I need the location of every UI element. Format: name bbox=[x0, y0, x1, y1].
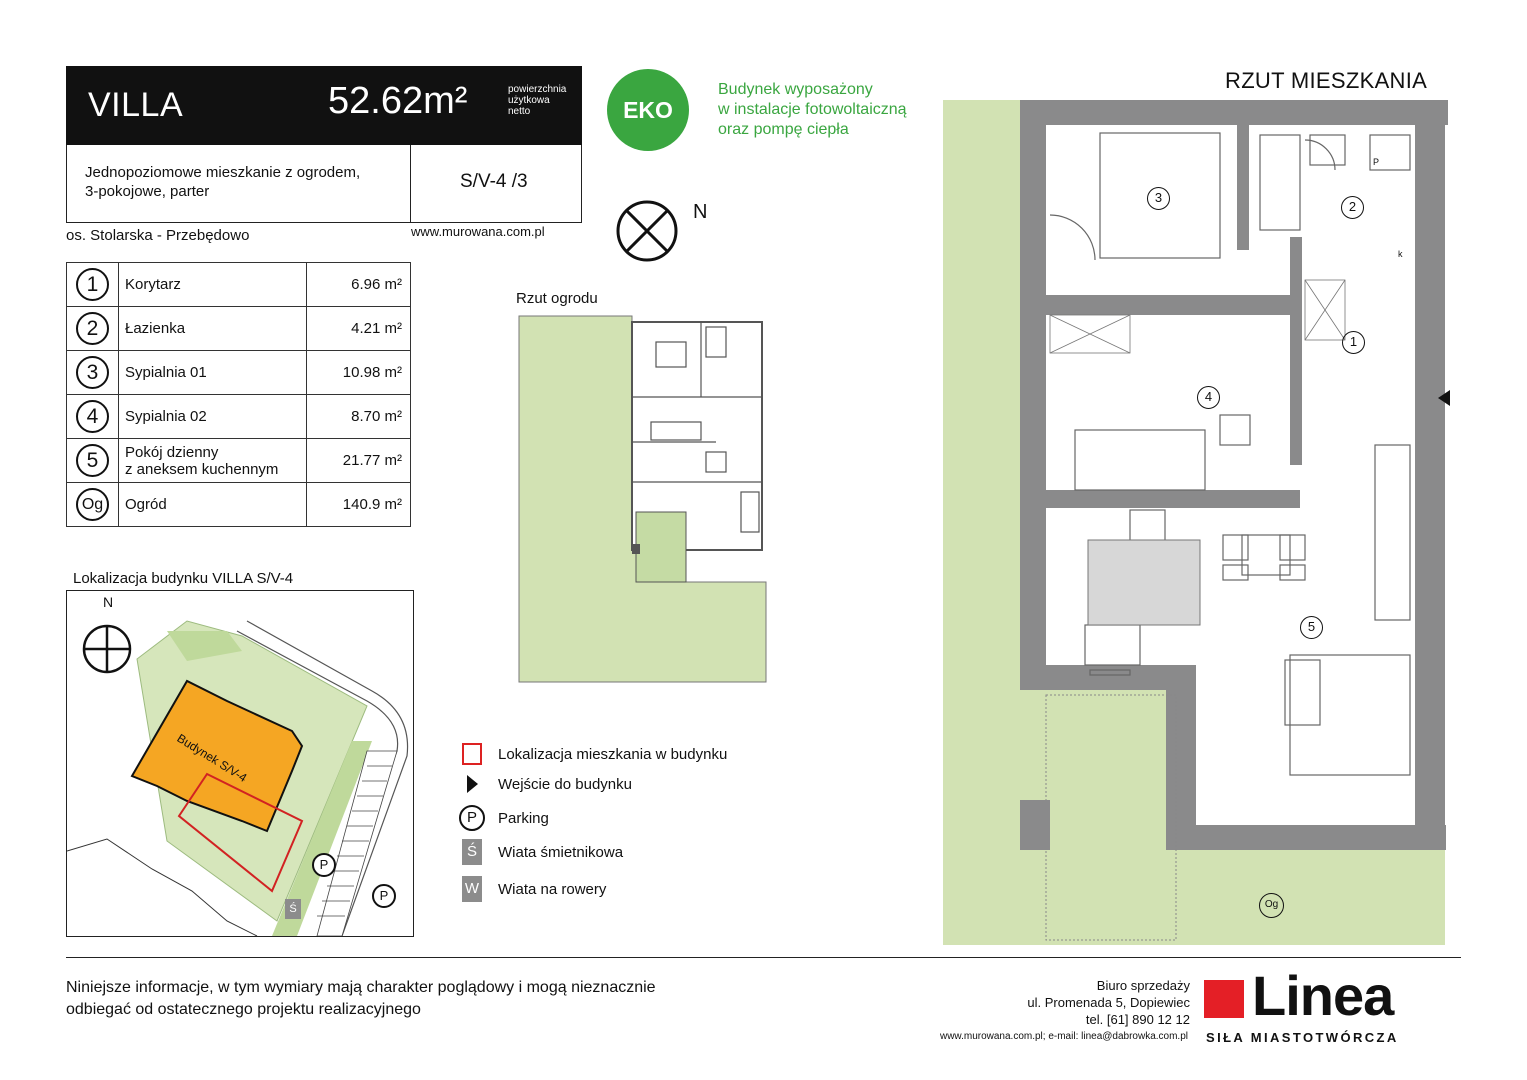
building-label: Budynek S/V-4 bbox=[174, 731, 250, 785]
room-name: Sypialnia 01 bbox=[119, 351, 307, 395]
website-link[interactable]: www.murowana.com.pl bbox=[411, 224, 545, 239]
fixture-label: P bbox=[1373, 157, 1380, 167]
legend-item bbox=[458, 876, 606, 902]
divider bbox=[410, 145, 411, 222]
apartment-area: 52.62m² bbox=[328, 80, 468, 122]
plan-room-label: 3 bbox=[1147, 187, 1170, 210]
apartment-description bbox=[85, 163, 415, 201]
waste-shelter-icon: Ś bbox=[462, 839, 482, 865]
plan-room-label: Og bbox=[1259, 893, 1284, 918]
room-area: 6.96 m² bbox=[307, 263, 411, 307]
legend-item bbox=[458, 741, 727, 767]
table-row bbox=[67, 483, 411, 527]
area-caption-line: netto bbox=[508, 106, 531, 117]
plan-room-label: 1 bbox=[1342, 331, 1365, 354]
eko-line: Budynek wyposażony bbox=[718, 81, 873, 98]
description-line: 3-pokojowe, parter bbox=[85, 183, 210, 200]
table-row bbox=[67, 395, 411, 439]
legend-item bbox=[458, 771, 632, 797]
room-table bbox=[66, 262, 411, 527]
table-row bbox=[67, 439, 411, 483]
plan-room-label: 4 bbox=[1197, 386, 1220, 409]
plan-room-label: 2 bbox=[1341, 196, 1364, 219]
plan-title: RZUT MIESZKANIA bbox=[1225, 68, 1428, 93]
area-caption bbox=[508, 84, 566, 117]
eko-line: w instalacje fotowoltaiczną bbox=[718, 101, 907, 118]
room-number: 1 bbox=[76, 268, 109, 301]
room-name: Ogród bbox=[119, 483, 307, 527]
legend-label: Wiata na rowery bbox=[498, 880, 607, 898]
location-title: Lokalizacja budynku VILLA S/V-4 bbox=[73, 570, 294, 587]
estate-name: os. Stolarska - Przebędowo bbox=[66, 227, 250, 244]
table-row bbox=[67, 351, 411, 395]
table-row bbox=[67, 307, 411, 351]
area-caption-line: użytkowa bbox=[508, 95, 550, 106]
room-name: Korytarz bbox=[119, 263, 307, 307]
room-number: 2 bbox=[76, 312, 109, 345]
office-line: ul. Promenada 5, Dopiewiec bbox=[1027, 995, 1190, 1010]
header-banner bbox=[66, 66, 582, 145]
area-caption-line: powierzchnia bbox=[508, 84, 567, 95]
garden-plan-title: Rzut ogrodu bbox=[516, 290, 598, 307]
room-number: 3 bbox=[76, 356, 109, 389]
eko-line: oraz pompę ciepła bbox=[718, 121, 849, 138]
parking-icon: P bbox=[459, 805, 485, 831]
room-name-line: Pokój dzienny bbox=[125, 443, 219, 461]
apartment-info-box bbox=[66, 145, 582, 223]
office-line: Biuro sprzedaży bbox=[1096, 978, 1190, 993]
logo-mark-icon bbox=[1204, 980, 1244, 1018]
legend-label: Parking bbox=[498, 809, 549, 827]
apartment-floor-plan bbox=[940, 95, 1455, 947]
room-area: 21.77 m² bbox=[307, 439, 411, 483]
description-line: Jednopoziomowe mieszkanie z ogrodem, bbox=[85, 164, 361, 181]
office-line: tel. [61] 890 12 12 bbox=[1085, 1012, 1190, 1027]
legend-label: Wejście do budynku bbox=[498, 775, 632, 793]
compass-icon bbox=[614, 196, 694, 266]
north-compass-icon bbox=[81, 617, 133, 675]
eko-description bbox=[718, 80, 907, 140]
room-area: 8.70 m² bbox=[307, 395, 411, 439]
logo-wordmark: Linea bbox=[1252, 964, 1394, 1027]
room-name: Łazienka bbox=[119, 307, 307, 351]
location-map bbox=[66, 590, 414, 937]
compass-north-label: N bbox=[693, 201, 708, 223]
legend-item bbox=[458, 839, 623, 865]
disclaimer-line: odbiegać od ostatecznego projektu realizacyjnego bbox=[66, 1001, 421, 1018]
parking-icon: P bbox=[372, 884, 396, 908]
logo-tagline: SIŁA MIASTOTWÓRCZA bbox=[1206, 1030, 1399, 1045]
room-name bbox=[119, 439, 307, 483]
eko-badge: EKO bbox=[607, 69, 689, 151]
room-area: 10.98 m² bbox=[307, 351, 411, 395]
room-area: 4.21 m² bbox=[307, 307, 411, 351]
parking-icon: P bbox=[312, 853, 336, 877]
room-number: Og bbox=[76, 488, 109, 521]
bike-shelter-icon: W bbox=[462, 876, 482, 902]
contact-line[interactable]: www.murowana.com.pl; e-mail: linea@dabrowka.com.pl bbox=[939, 1031, 1188, 1042]
room-number: 5 bbox=[76, 444, 109, 477]
apartment-code: S/V-4 /3 bbox=[460, 171, 528, 192]
room-name: Sypialnia 02 bbox=[119, 395, 307, 439]
disclaimer-line: Niniejsze informacje, w tym wymiary mają charakter poglądowy i mogą nieznacznie bbox=[66, 979, 656, 996]
room-area: 140.9 m² bbox=[307, 483, 411, 527]
entrance-arrow-icon bbox=[467, 775, 478, 793]
legend-item bbox=[458, 805, 549, 831]
map-north-label: N bbox=[103, 594, 114, 610]
waste-shelter-icon: Ś bbox=[285, 899, 301, 919]
plan-room-label: 5 bbox=[1300, 616, 1323, 639]
legend-label: Lokalizacja mieszkania w budynku bbox=[498, 745, 728, 763]
garden-plan-drawing bbox=[516, 312, 772, 686]
footer-divider bbox=[66, 957, 1461, 958]
legend-label: Wiata śmietnikowa bbox=[498, 843, 624, 861]
room-name-line: z aneksem kuchennym bbox=[125, 460, 279, 478]
fixture-label: k bbox=[1398, 249, 1403, 259]
apartment-type-title: VILLA bbox=[88, 86, 184, 124]
room-number: 4 bbox=[76, 400, 109, 433]
sales-office bbox=[950, 977, 1190, 1028]
disclaimer bbox=[66, 977, 656, 1021]
apartment-outline-icon bbox=[462, 743, 482, 765]
table-row bbox=[67, 263, 411, 307]
